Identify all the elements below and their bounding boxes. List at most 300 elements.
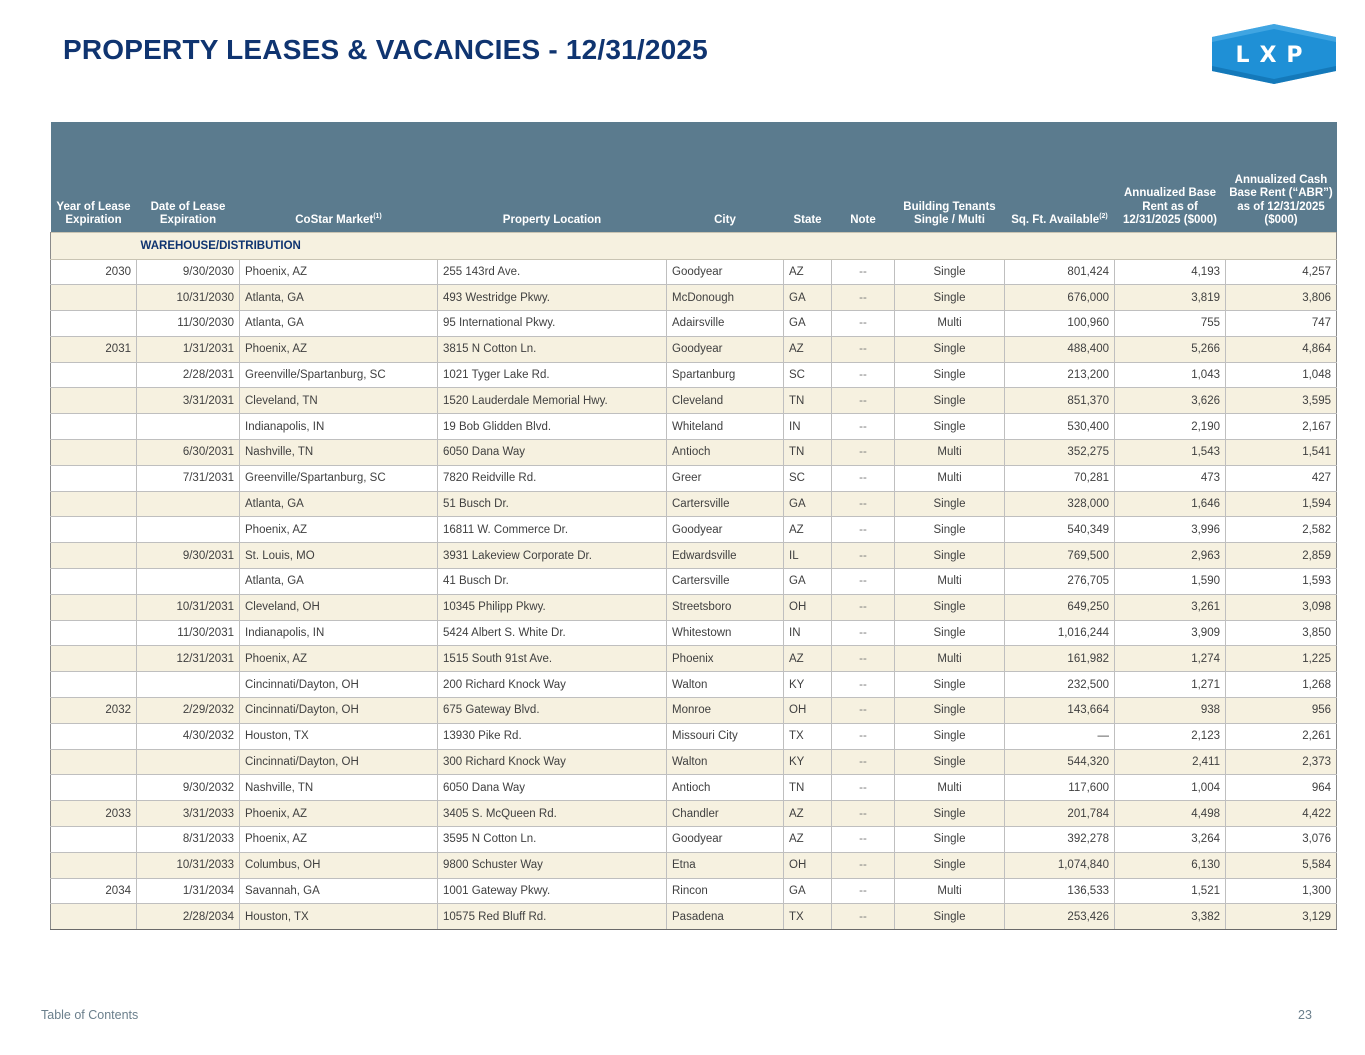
- table-row: [51, 491, 1337, 517]
- cell-abr: 1,543: [1115, 440, 1226, 466]
- cell-year: [51, 465, 137, 491]
- cell-abr: 5,266: [1115, 336, 1226, 362]
- cell-state: GA: [784, 569, 832, 595]
- cell-city: Goodyear: [667, 336, 784, 362]
- table-row: [51, 543, 1337, 569]
- cell-city: Goodyear: [667, 827, 784, 853]
- cell-city: Antioch: [667, 775, 784, 801]
- cell-tenants: Multi: [895, 878, 1005, 904]
- cell-market: Atlanta, GA: [240, 285, 438, 311]
- cell-sqft: 253,426: [1005, 904, 1115, 930]
- cell-location: 300 Richard Knock Way: [438, 749, 667, 775]
- cell-abr: 2,411: [1115, 749, 1226, 775]
- table-of-contents-link[interactable]: Table of Contents: [41, 1008, 139, 1022]
- cell-market: Greenville/Spartanburg, SC: [240, 362, 438, 388]
- cell-location: 3405 S. McQueen Rd.: [438, 801, 667, 827]
- header-note: Note: [832, 122, 895, 232]
- cell-note: --: [832, 672, 895, 698]
- cell-year: [51, 852, 137, 878]
- cell-cash-abr: 1,268: [1226, 672, 1337, 698]
- cell-cash-abr: 3,098: [1226, 594, 1337, 620]
- cell-year: [51, 440, 137, 466]
- cell-city: Missouri City: [667, 723, 784, 749]
- cell-note: --: [832, 775, 895, 801]
- cell-sqft: 117,600: [1005, 775, 1115, 801]
- cell-tenants: Single: [895, 698, 1005, 724]
- cell-tenants: Single: [895, 362, 1005, 388]
- header-year: Year of Lease Expiration: [51, 122, 137, 232]
- table-row: [51, 646, 1337, 672]
- cell-location: 10345 Philipp Pkwy.: [438, 594, 667, 620]
- cell-location: 95 International Pkwy.: [438, 311, 667, 337]
- cell-state: IN: [784, 414, 832, 440]
- cell-market: Savannah, GA: [240, 878, 438, 904]
- cell-abr: 4,498: [1115, 801, 1226, 827]
- cell-year: [51, 311, 137, 337]
- cell-market: Phoenix, AZ: [240, 801, 438, 827]
- cell-sqft: 676,000: [1005, 285, 1115, 311]
- cell-market: Nashville, TN: [240, 440, 438, 466]
- cell-sqft: 1,016,244: [1005, 620, 1115, 646]
- cell-note: --: [832, 311, 895, 337]
- cell-abr: 2,963: [1115, 543, 1226, 569]
- table-row: [51, 465, 1337, 491]
- table-row: [51, 311, 1337, 337]
- cell-year: [51, 775, 137, 801]
- header-sqft-label: Sq. Ft. Available: [1011, 214, 1100, 226]
- cell-tenants: Single: [895, 672, 1005, 698]
- table-row: [51, 801, 1337, 827]
- cell-city: Pasadena: [667, 904, 784, 930]
- cell-year: [51, 414, 137, 440]
- cell-sqft: 530,400: [1005, 414, 1115, 440]
- cell-abr: 1,521: [1115, 878, 1226, 904]
- cell-state: SC: [784, 465, 832, 491]
- cell-sqft: 213,200: [1005, 362, 1115, 388]
- cell-market: Cincinnati/Dayton, OH: [240, 749, 438, 775]
- cell-cash-abr: 4,257: [1226, 259, 1337, 285]
- cell-market: Cleveland, TN: [240, 388, 438, 414]
- table-row: [51, 672, 1337, 698]
- cell-state: GA: [784, 491, 832, 517]
- cell-tenants: Single: [895, 904, 1005, 930]
- lease-table: [50, 122, 1337, 930]
- cell-date: [137, 569, 240, 595]
- cell-location: 10575 Red Bluff Rd.: [438, 904, 667, 930]
- cell-sqft: 769,500: [1005, 543, 1115, 569]
- cell-note: --: [832, 465, 895, 491]
- cell-date: 11/30/2031: [137, 620, 240, 646]
- cell-tenants: Single: [895, 723, 1005, 749]
- cell-date: [137, 517, 240, 543]
- cell-cash-abr: 3,129: [1226, 904, 1337, 930]
- cell-city: Walton: [667, 749, 784, 775]
- cell-note: --: [832, 878, 895, 904]
- cell-sqft: 1,074,840: [1005, 852, 1115, 878]
- cell-abr: 1,274: [1115, 646, 1226, 672]
- cell-date: 2/29/2032: [137, 698, 240, 724]
- cell-abr: 1,004: [1115, 775, 1226, 801]
- cell-year: [51, 362, 137, 388]
- cell-market: Nashville, TN: [240, 775, 438, 801]
- cell-tenants: Multi: [895, 311, 1005, 337]
- cell-date: 10/31/2030: [137, 285, 240, 311]
- cell-sqft: 540,349: [1005, 517, 1115, 543]
- cell-city: Whiteland: [667, 414, 784, 440]
- cell-note: --: [832, 543, 895, 569]
- cell-sqft: 276,705: [1005, 569, 1115, 595]
- cell-location: 3815 N Cotton Ln.: [438, 336, 667, 362]
- cell-city: Cartersville: [667, 569, 784, 595]
- cell-date: 7/31/2031: [137, 465, 240, 491]
- header-row: [51, 122, 1337, 232]
- cell-sqft: 352,275: [1005, 440, 1115, 466]
- table-row: [51, 775, 1337, 801]
- cell-sqft: —: [1005, 723, 1115, 749]
- cell-cash-abr: 1,300: [1226, 878, 1337, 904]
- cell-date: [137, 414, 240, 440]
- cell-location: 16811 W. Commerce Dr.: [438, 517, 667, 543]
- cell-location: 19 Bob Glidden Blvd.: [438, 414, 667, 440]
- cell-state: AZ: [784, 259, 832, 285]
- cell-sqft: 143,664: [1005, 698, 1115, 724]
- cell-date: 8/31/2033: [137, 827, 240, 853]
- cell-cash-abr: 1,225: [1226, 646, 1337, 672]
- cell-year: [51, 749, 137, 775]
- cell-market: Phoenix, AZ: [240, 517, 438, 543]
- cell-cash-abr: 1,593: [1226, 569, 1337, 595]
- cell-note: --: [832, 285, 895, 311]
- cell-year: 2033: [51, 801, 137, 827]
- cell-market: Atlanta, GA: [240, 569, 438, 595]
- cell-date: 2/28/2031: [137, 362, 240, 388]
- cell-city: Whitestown: [667, 620, 784, 646]
- header-market-label: CoStar Market: [295, 214, 374, 226]
- cell-state: TN: [784, 775, 832, 801]
- cell-date: 3/31/2033: [137, 801, 240, 827]
- cell-state: OH: [784, 852, 832, 878]
- cell-state: GA: [784, 311, 832, 337]
- cell-date: 1/31/2031: [137, 336, 240, 362]
- cell-year: [51, 491, 137, 517]
- cell-abr: 6,130: [1115, 852, 1226, 878]
- cell-year: [51, 672, 137, 698]
- cell-tenants: Single: [895, 517, 1005, 543]
- cell-sqft: 100,960: [1005, 311, 1115, 337]
- cell-cash-abr: 2,859: [1226, 543, 1337, 569]
- cell-sqft: 544,320: [1005, 749, 1115, 775]
- cell-year: [51, 543, 137, 569]
- cell-tenants: Single: [895, 388, 1005, 414]
- cell-note: --: [832, 336, 895, 362]
- cell-abr: 1,646: [1115, 491, 1226, 517]
- header-market-footnote: (1): [373, 213, 382, 221]
- cell-cash-abr: 4,422: [1226, 801, 1337, 827]
- cell-cash-abr: 2,373: [1226, 749, 1337, 775]
- cell-abr: 755: [1115, 311, 1226, 337]
- table-row: [51, 440, 1337, 466]
- cell-sqft: 488,400: [1005, 336, 1115, 362]
- cell-date: 2/28/2034: [137, 904, 240, 930]
- cell-location: 255 143rd Ave.: [438, 259, 667, 285]
- cell-sqft: 328,000: [1005, 491, 1115, 517]
- cell-abr: 3,909: [1115, 620, 1226, 646]
- cell-date: 6/30/2031: [137, 440, 240, 466]
- cell-abr: 3,819: [1115, 285, 1226, 311]
- header-tenants: Building Tenants Single / Multi: [895, 122, 1005, 232]
- cell-city: Edwardsville: [667, 543, 784, 569]
- cell-tenants: Multi: [895, 465, 1005, 491]
- header-date: Date of Lease Expiration: [137, 122, 240, 232]
- header-market: [240, 122, 438, 232]
- table-row: [51, 517, 1337, 543]
- cell-abr: 1,043: [1115, 362, 1226, 388]
- cell-city: Antioch: [667, 440, 784, 466]
- cell-location: 9800 Schuster Way: [438, 852, 667, 878]
- cell-location: 6050 Dana Way: [438, 440, 667, 466]
- cell-cash-abr: 2,582: [1226, 517, 1337, 543]
- header-sqft-footnote: (2): [1099, 213, 1108, 221]
- cell-state: AZ: [784, 801, 832, 827]
- table-row: [51, 852, 1337, 878]
- cell-city: Adairsville: [667, 311, 784, 337]
- cell-state: TN: [784, 440, 832, 466]
- cell-note: --: [832, 440, 895, 466]
- cell-tenants: Multi: [895, 646, 1005, 672]
- cell-location: 1520 Lauderdale Memorial Hwy.: [438, 388, 667, 414]
- cell-year: 2032: [51, 698, 137, 724]
- cell-market: Houston, TX: [240, 723, 438, 749]
- cell-city: Etna: [667, 852, 784, 878]
- cell-tenants: Single: [895, 285, 1005, 311]
- lxp-logo: [1212, 24, 1336, 84]
- cell-market: Phoenix, AZ: [240, 827, 438, 853]
- cell-note: --: [832, 904, 895, 930]
- cell-date: 9/30/2032: [137, 775, 240, 801]
- cell-location: 493 Westridge Pkwy.: [438, 285, 667, 311]
- cell-location: 675 Gateway Blvd.: [438, 698, 667, 724]
- cell-note: --: [832, 569, 895, 595]
- cell-city: Spartanburg: [667, 362, 784, 388]
- cell-date: 9/30/2031: [137, 543, 240, 569]
- cell-city: Goodyear: [667, 517, 784, 543]
- logo-text: LXP: [1235, 43, 1313, 68]
- cell-cash-abr: 3,076: [1226, 827, 1337, 853]
- cell-tenants: Single: [895, 620, 1005, 646]
- cell-year: [51, 594, 137, 620]
- cell-market: Cincinnati/Dayton, OH: [240, 698, 438, 724]
- cell-note: --: [832, 259, 895, 285]
- cell-city: Rincon: [667, 878, 784, 904]
- cell-location: 1515 South 91st Ave.: [438, 646, 667, 672]
- table-row: [51, 414, 1337, 440]
- cell-market: Houston, TX: [240, 904, 438, 930]
- cell-sqft: 70,281: [1005, 465, 1115, 491]
- cell-state: GA: [784, 878, 832, 904]
- page-title: PROPERTY LEASES & VACANCIES - 12/31/2025: [63, 34, 708, 65]
- page-number: 23: [1298, 1008, 1312, 1022]
- table-row: [51, 259, 1337, 285]
- cell-location: 200 Richard Knock Way: [438, 672, 667, 698]
- cell-cash-abr: 3,595: [1226, 388, 1337, 414]
- cell-tenants: Single: [895, 336, 1005, 362]
- cell-tenants: Single: [895, 543, 1005, 569]
- cell-abr: 2,123: [1115, 723, 1226, 749]
- cell-note: --: [832, 362, 895, 388]
- cell-date: [137, 672, 240, 698]
- cell-cash-abr: 956: [1226, 698, 1337, 724]
- cell-year: 2031: [51, 336, 137, 362]
- header-city: City: [667, 122, 784, 232]
- section-spacer: [51, 232, 137, 259]
- cell-cash-abr: 3,806: [1226, 285, 1337, 311]
- cell-city: Greer: [667, 465, 784, 491]
- cell-note: --: [832, 723, 895, 749]
- table-row: [51, 878, 1337, 904]
- cell-date: [137, 749, 240, 775]
- cell-state: AZ: [784, 336, 832, 362]
- cell-market: Indianapolis, IN: [240, 620, 438, 646]
- cell-date: [137, 491, 240, 517]
- cell-state: GA: [784, 285, 832, 311]
- cell-market: Cincinnati/Dayton, OH: [240, 672, 438, 698]
- header-cash-abr: Annualized Cash Base Rent (“ABR”) as of 12/31/2025 ($000): [1226, 122, 1337, 232]
- cell-sqft: 649,250: [1005, 594, 1115, 620]
- table-row: [51, 904, 1337, 930]
- cell-sqft: 232,500: [1005, 672, 1115, 698]
- cell-note: --: [832, 852, 895, 878]
- cell-city: Goodyear: [667, 259, 784, 285]
- cell-date: 11/30/2030: [137, 311, 240, 337]
- cell-year: [51, 285, 137, 311]
- cell-cash-abr: 1,541: [1226, 440, 1337, 466]
- table-row: [51, 723, 1337, 749]
- cell-tenants: Multi: [895, 440, 1005, 466]
- header-abr: Annualized Base Rent as of 12/31/2025 ($000): [1115, 122, 1226, 232]
- cell-abr: 1,271: [1115, 672, 1226, 698]
- cell-cash-abr: 747: [1226, 311, 1337, 337]
- cell-location: 5424 Albert S. White Dr.: [438, 620, 667, 646]
- cell-abr: 1,590: [1115, 569, 1226, 595]
- cell-date: 3/31/2031: [137, 388, 240, 414]
- cell-year: [51, 723, 137, 749]
- cell-cash-abr: 1,594: [1226, 491, 1337, 517]
- section-row: [51, 232, 1337, 259]
- cell-year: [51, 646, 137, 672]
- cell-market: Greenville/Spartanburg, SC: [240, 465, 438, 491]
- cell-abr: 2,190: [1115, 414, 1226, 440]
- cell-tenants: Single: [895, 801, 1005, 827]
- cell-market: Atlanta, GA: [240, 491, 438, 517]
- cell-tenants: Single: [895, 749, 1005, 775]
- cell-state: TX: [784, 723, 832, 749]
- cell-cash-abr: 3,850: [1226, 620, 1337, 646]
- cell-note: --: [832, 517, 895, 543]
- cell-state: AZ: [784, 646, 832, 672]
- cell-tenants: Single: [895, 259, 1005, 285]
- cell-market: Columbus, OH: [240, 852, 438, 878]
- header-sqft: [1005, 122, 1115, 232]
- table-row: [51, 362, 1337, 388]
- cell-city: Cleveland: [667, 388, 784, 414]
- cell-note: --: [832, 801, 895, 827]
- table-row: [51, 827, 1337, 853]
- cell-sqft: 136,533: [1005, 878, 1115, 904]
- cell-year: 2034: [51, 878, 137, 904]
- table-row: [51, 388, 1337, 414]
- cell-state: TN: [784, 388, 832, 414]
- cell-state: IL: [784, 543, 832, 569]
- cell-date: 9/30/2030: [137, 259, 240, 285]
- cell-year: [51, 517, 137, 543]
- cell-city: Cartersville: [667, 491, 784, 517]
- cell-year: 2030: [51, 259, 137, 285]
- cell-city: Chandler: [667, 801, 784, 827]
- cell-sqft: 851,370: [1005, 388, 1115, 414]
- cell-state: IN: [784, 620, 832, 646]
- cell-abr: 473: [1115, 465, 1226, 491]
- cell-state: AZ: [784, 517, 832, 543]
- table-row: [51, 569, 1337, 595]
- header-location: Property Location: [438, 122, 667, 232]
- cell-market: Atlanta, GA: [240, 311, 438, 337]
- cell-tenants: Single: [895, 491, 1005, 517]
- cell-location: 7820 Reidville Rd.: [438, 465, 667, 491]
- cell-tenants: Single: [895, 827, 1005, 853]
- cell-sqft: 201,784: [1005, 801, 1115, 827]
- cell-date: 1/31/2034: [137, 878, 240, 904]
- cell-location: 3595 N Cotton Ln.: [438, 827, 667, 853]
- cell-city: Phoenix: [667, 646, 784, 672]
- cell-note: --: [832, 491, 895, 517]
- cell-year: [51, 388, 137, 414]
- table-row: [51, 620, 1337, 646]
- cell-state: OH: [784, 698, 832, 724]
- cell-state: SC: [784, 362, 832, 388]
- cell-note: --: [832, 414, 895, 440]
- cell-abr: 4,193: [1115, 259, 1226, 285]
- cell-state: KY: [784, 749, 832, 775]
- cell-note: --: [832, 620, 895, 646]
- cell-location: 6050 Dana Way: [438, 775, 667, 801]
- table-row: [51, 698, 1337, 724]
- cell-cash-abr: 5,584: [1226, 852, 1337, 878]
- cell-state: AZ: [784, 827, 832, 853]
- cell-year: [51, 620, 137, 646]
- cell-abr: 3,626: [1115, 388, 1226, 414]
- table-row: [51, 594, 1337, 620]
- table-row: [51, 336, 1337, 362]
- cell-tenants: Single: [895, 852, 1005, 878]
- cell-cash-abr: 1,048: [1226, 362, 1337, 388]
- cell-market: Indianapolis, IN: [240, 414, 438, 440]
- cell-city: Walton: [667, 672, 784, 698]
- cell-state: TX: [784, 904, 832, 930]
- cell-note: --: [832, 388, 895, 414]
- cell-abr: 938: [1115, 698, 1226, 724]
- cell-state: OH: [784, 594, 832, 620]
- cell-note: --: [832, 646, 895, 672]
- section-label: WAREHOUSE/DISTRIBUTION: [137, 232, 1337, 259]
- cell-cash-abr: 964: [1226, 775, 1337, 801]
- cell-abr: 3,261: [1115, 594, 1226, 620]
- table-row: [51, 749, 1337, 775]
- cell-note: --: [832, 749, 895, 775]
- cell-location: 41 Busch Dr.: [438, 569, 667, 595]
- cell-location: 13930 Pike Rd.: [438, 723, 667, 749]
- cell-location: 3931 Lakeview Corporate Dr.: [438, 543, 667, 569]
- cell-sqft: 392,278: [1005, 827, 1115, 853]
